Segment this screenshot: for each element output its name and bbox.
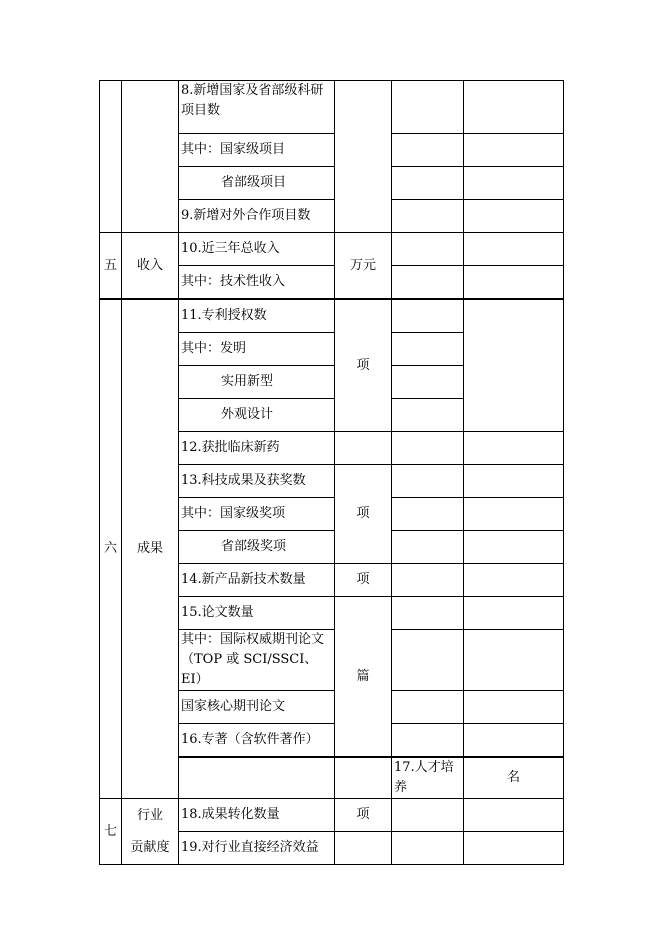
section-category: 收入 — [122, 233, 179, 300]
value-cell-b[interactable] — [464, 299, 564, 432]
value-cell-a[interactable] — [392, 134, 464, 167]
value-cell-b[interactable] — [464, 233, 564, 266]
value-cell-a[interactable] — [392, 200, 464, 233]
value-cell-a[interactable] — [392, 630, 464, 691]
value-cell-b[interactable] — [464, 465, 564, 498]
value-cell-b[interactable] — [464, 200, 564, 233]
value-cell-a[interactable] — [392, 531, 464, 564]
value-cell-b[interactable] — [464, 134, 564, 167]
value-cell-b[interactable] — [464, 724, 564, 758]
item-label: 省部级项目 — [179, 167, 335, 200]
item-label: 19.对行业直接经济效益 — [179, 832, 335, 865]
value-cell-a[interactable] — [392, 333, 464, 366]
value-cell-a[interactable] — [392, 432, 464, 465]
unit-label: 项 — [335, 299, 392, 432]
section-number-cell — [179, 757, 335, 799]
item-label: 10.近三年总收入 — [179, 233, 335, 266]
item-label: 外观设计 — [179, 399, 335, 432]
unit-cell — [335, 432, 392, 465]
item-label: 其中：技术性收入 — [179, 266, 335, 300]
section-category: 成果 — [122, 299, 179, 799]
value-cell-a[interactable] — [392, 465, 464, 498]
value-cell-a[interactable] — [392, 564, 464, 597]
value-cell-a[interactable] — [392, 81, 464, 134]
value-cell-a[interactable] — [392, 399, 464, 432]
value-cell-a[interactable] — [392, 299, 464, 333]
value-cell-b[interactable] — [464, 266, 564, 300]
value-cell-b[interactable] — [464, 81, 564, 134]
unit-label: 名 — [464, 757, 564, 799]
value-cell-b[interactable] — [464, 597, 564, 630]
value-cell-a[interactable] — [392, 597, 464, 630]
item-label: 国家核心期刊论文 — [179, 691, 335, 724]
item-label: 12.获批临床新药 — [179, 432, 335, 465]
unit-cell — [335, 832, 392, 865]
item-label: 13.科技成果及获奖数 — [179, 465, 335, 498]
unit-label: 项 — [335, 465, 392, 564]
item-label: 实用新型 — [179, 366, 335, 399]
statistics-form — [99, 80, 563, 865]
unit-label: 万元 — [335, 233, 392, 300]
value-cell-a[interactable] — [392, 266, 464, 300]
value-cell-a[interactable] — [392, 167, 464, 200]
category-cell — [122, 81, 179, 233]
item-label: 其中：发明 — [179, 333, 335, 366]
item-label: 其中：国家级奖项 — [179, 498, 335, 531]
item-label: 15.论文数量 — [179, 597, 335, 630]
section-category-line2: 贡献度 — [130, 839, 170, 855]
value-cell-b[interactable] — [464, 691, 564, 724]
value-cell-b[interactable] — [464, 432, 564, 465]
item-label: 其中：国家级项目 — [179, 134, 335, 167]
section-number: 六 — [100, 299, 122, 799]
value-cell-a[interactable] — [392, 691, 464, 724]
value-cell-b[interactable] — [464, 167, 564, 200]
value-cell-a[interactable] — [392, 799, 464, 832]
value-cell-a[interactable] — [392, 498, 464, 531]
statistics-table — [99, 80, 564, 865]
value-cell-b[interactable] — [464, 630, 564, 691]
value-cell-b[interactable] — [464, 799, 564, 832]
item-label: 其中：国际权威期刊论文（TOP 或 SCI/SSCI、EI） — [179, 630, 335, 691]
section-number: 七 — [100, 799, 122, 865]
unit-cell — [335, 81, 392, 233]
item-label: 省部级奖项 — [179, 531, 335, 564]
value-cell-b[interactable] — [464, 564, 564, 597]
item-label: 18.成果转化数量 — [179, 799, 335, 832]
category-cell — [335, 757, 392, 799]
value-cell-b[interactable] — [464, 832, 564, 865]
item-label: 17.人才培养 — [392, 757, 464, 799]
item-label: 8.新增国家及省部级科研项目数 — [179, 81, 335, 134]
item-label: 16.专著（含软件著作） — [179, 724, 335, 758]
section-category — [122, 799, 179, 865]
value-cell-b[interactable] — [464, 531, 564, 564]
value-cell-a[interactable] — [392, 233, 464, 266]
value-cell-a[interactable] — [392, 832, 464, 865]
section-category-line1: 行业 — [136, 807, 163, 823]
unit-label: 篇 — [335, 597, 392, 758]
value-cell-b[interactable] — [464, 498, 564, 531]
section-number: 五 — [100, 233, 122, 300]
value-cell-a[interactable] — [392, 366, 464, 399]
unit-label: 项 — [335, 564, 392, 597]
value-cell-a[interactable] — [392, 724, 464, 758]
item-label: 11.专利授权数 — [179, 299, 335, 333]
section-number-cell — [100, 81, 122, 233]
item-label: 14.新产品新技术数量 — [179, 564, 335, 597]
item-label: 9.新增对外合作项目数 — [179, 200, 335, 233]
unit-label: 项 — [335, 799, 392, 832]
